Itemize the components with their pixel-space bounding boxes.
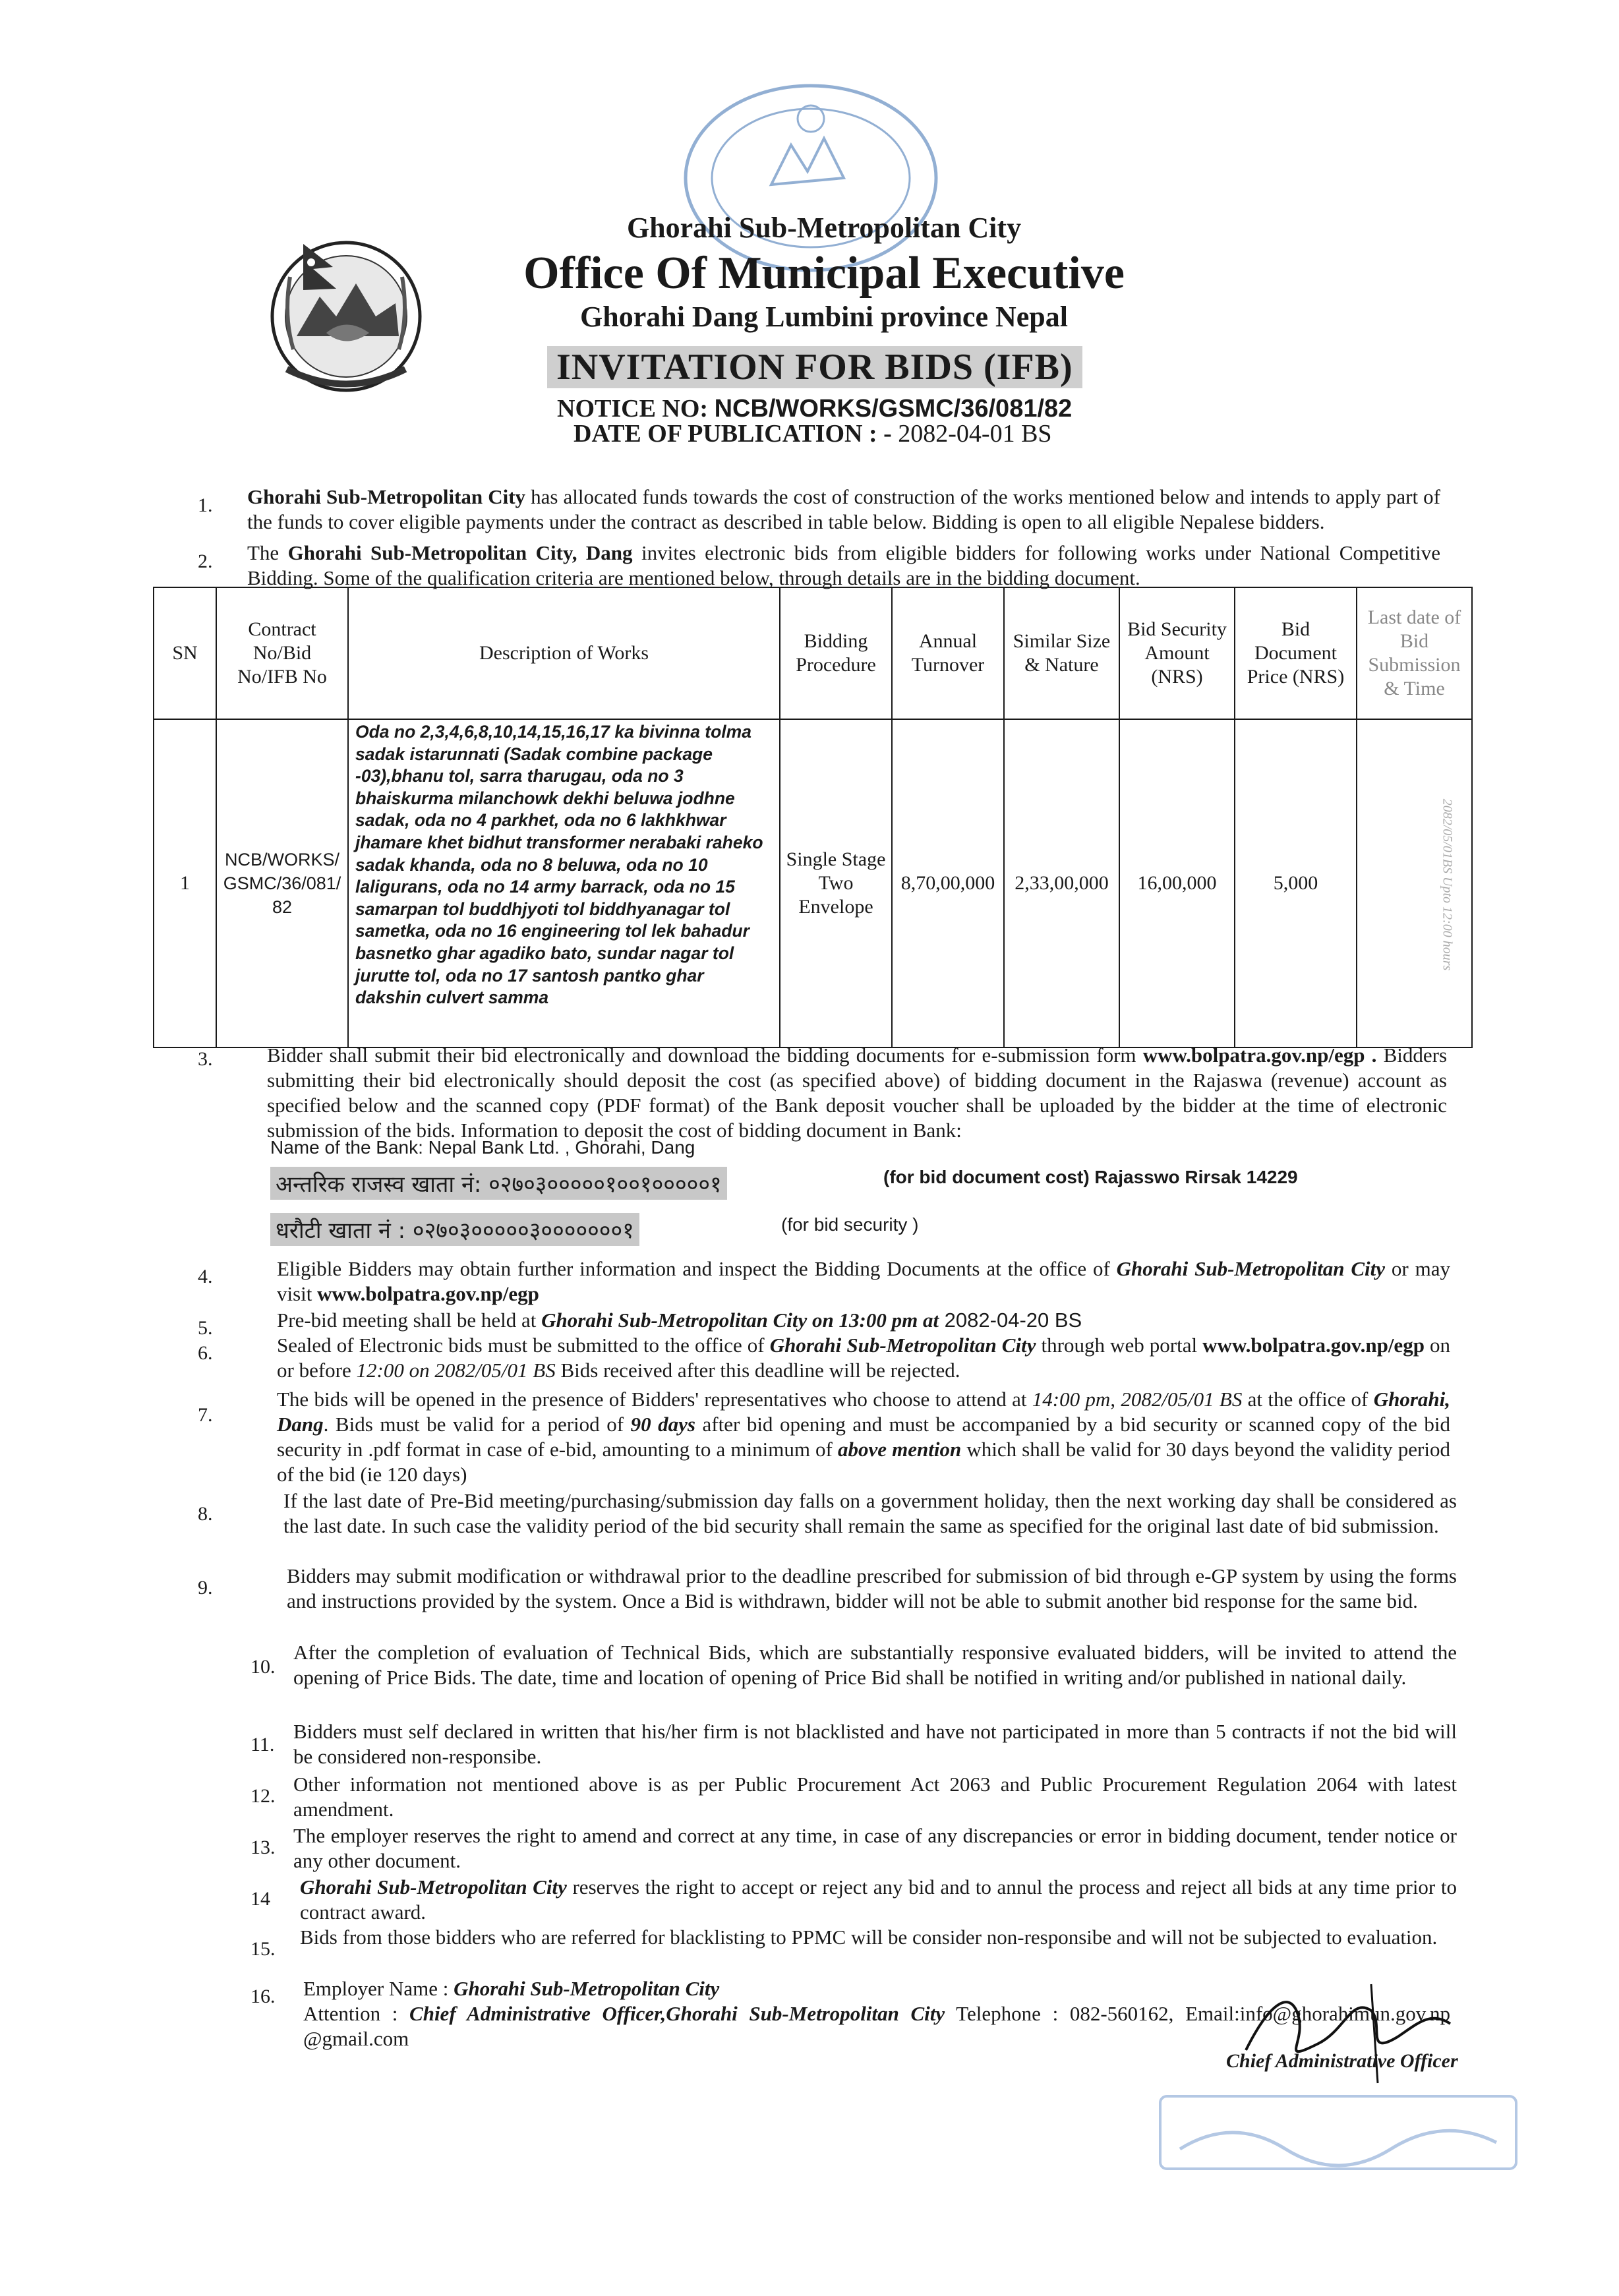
bold-link: www.bolpatra.gov.np/egp . bbox=[1142, 1044, 1377, 1067]
bold-italic: Ghorahi Sub-Metropolitan City bbox=[1116, 1257, 1386, 1280]
bold-link: www.bolpatra.gov.np/egp bbox=[1202, 1334, 1425, 1357]
paragraph-5 bbox=[277, 1308, 1450, 1333]
signatory-title: Chief Administrative Officer bbox=[1226, 2050, 1458, 2072]
bold-italic: above mention bbox=[837, 1438, 962, 1461]
paragraph-6 bbox=[277, 1333, 1450, 1383]
last-date-text: 2082/05/01BS Upto 12:00 hours bbox=[1440, 798, 1455, 970]
cell-security: 16,00,000 bbox=[1119, 719, 1235, 1047]
nepal-emblem-icon bbox=[264, 218, 428, 402]
paragraph-13 bbox=[293, 1823, 1457, 1873]
cell-description: Oda no 2,3,4,6,8,10,14,15,16,17 ka bivinna tolma sadak istarunnati (Sadak combine package -03),bhanu tol, sarra tharugau, oda no 3 bhaiskurma milanchowk dekhi beluwa jodhne sadak, oda no 4 parkhet, oda no 6 lakhkhwar jhamare khet bidhut transformer nerabaki raheko sadak khanda, oda no 8 beluwa, oda no 10 laligurans, oda no 14 army barrack, oda no 15 samarpan tol buddhjyoti tol biddhyanagar tol sametka, oda no 16 engineering tol lek bahadur basnetko ghar agadiko bato, sundar nagar tol jurutte tol, oda no 17 santosh pantko ghar dakshin culvert samma bbox=[348, 719, 780, 1047]
paragraph-11 bbox=[293, 1719, 1457, 1769]
text: Eligible Bidders may obtain further information and inspect the Bidding Documents at the office of bbox=[277, 1257, 1117, 1280]
item-number: 4. bbox=[198, 1266, 213, 1287]
text: Bidders submitting their bid electronically should deposit the cost (as specified above) of bidding document in the Rajaswa (revenue) account as specified below and the scanned copy (PDF format) of the Bank deposit voucher shall be uploaded by the bidder at the time of electronic submission of the bids. Information to deposit the cost of bidding document in Bank: bbox=[267, 1044, 1448, 1142]
text: The bids will be opened in the presence of Bidders' representatives who choose to attend at bbox=[277, 1388, 1032, 1411]
text: . Bids must be valid for a period of bbox=[323, 1413, 631, 1436]
header-description: Description of Works bbox=[348, 587, 780, 719]
item-number: 2. bbox=[198, 550, 213, 572]
office-name: Office Of Municipal Executive bbox=[523, 248, 1125, 299]
notice-value: NCB/WORKS/GSMC/36/081/82 bbox=[714, 395, 1073, 423]
paragraph-7 bbox=[277, 1387, 1450, 1487]
bold-italic: Ghorahi, Dang bbox=[277, 1388, 1450, 1436]
paragraph-3 bbox=[267, 1043, 1447, 1143]
cell-sn: 1 bbox=[154, 719, 216, 1047]
text: Bidders may submit modification or withdrawal prior to the deadline prescribed for submission of bid through e-GP system by using the forms and instructions provided by the system. Once a Bid is withdrawn, bidder will not be able to submit another bid response for the same bid. bbox=[287, 1564, 1457, 1612]
item-number: 9. bbox=[198, 1577, 213, 1599]
works-table bbox=[153, 587, 1473, 1048]
paragraph-2 bbox=[247, 541, 1440, 591]
text: The employer reserves the right to amend and correct at any time, in case of any discrepancies or error in bidding document, tender notice or any other document. bbox=[293, 1824, 1457, 1872]
paragraph-15 bbox=[300, 1925, 1457, 1950]
item-number: 7. bbox=[198, 1404, 213, 1426]
bold-italic: Ghorahi Sub-Metropolitan City bbox=[300, 1875, 567, 1899]
paragraph-9 bbox=[287, 1564, 1457, 1614]
item-number: 8. bbox=[198, 1503, 213, 1525]
text: Bidder shall submit their bid electronically and download the bidding documents for e-submission form bbox=[267, 1044, 1143, 1067]
item-number: 14 bbox=[250, 1888, 270, 1910]
text: Bidders must self declared in written that his/her firm is not blacklisted and have not participated in more than 5 contracts if not the bid will be considered non-responsibe. bbox=[293, 1720, 1457, 1768]
paragraph-1 bbox=[247, 485, 1440, 535]
date-value: 2082-04-01 BS bbox=[898, 420, 1052, 448]
revenue-account: अन्तरिक राजस्व खाता नं: ०२७०३०००००१००१०००००१ bbox=[270, 1167, 727, 1200]
paragraph-10 bbox=[293, 1640, 1457, 1690]
text: invites electronic bids from eligible bidders for following works under National Competitive Bidding. Some of the qualification criteria are mentioned below, through details are in the bidding document. bbox=[247, 541, 1440, 589]
cell-contract: NCB/WORKS/GSMC/36/081/82 bbox=[216, 719, 348, 1047]
text: After the completion of evaluation of Technical Bids, which are substantially responsive evaluated bidders, will be invited to attend the opening of Price Bids. The date, time and location of opening of Price Bid shall be notified in writing and/or published in national daily. bbox=[293, 1641, 1457, 1689]
text: Pre-bid meeting shall be held at bbox=[277, 1309, 542, 1332]
header-contract: Contract No/Bid No/IFB No bbox=[216, 587, 348, 719]
cell-doc-price: 5,000 bbox=[1235, 719, 1357, 1047]
paragraph-4 bbox=[277, 1256, 1450, 1307]
text: reserves the right to accept or reject any bid and to annul the process and reject all bids at any time prior to contract award. bbox=[300, 1875, 1457, 1924]
text: or may visit bbox=[277, 1257, 1450, 1305]
text: Attention : bbox=[303, 2002, 410, 2025]
city-name: Ghorahi Sub-Metropolitan City bbox=[626, 212, 1022, 244]
revenue-note: (for bid document cost) Rajasswo Rirsak 14229 bbox=[883, 1167, 1298, 1187]
header-similar: Similar Size & Nature bbox=[1004, 587, 1119, 719]
header-security: Bid Security Amount (NRS) bbox=[1119, 587, 1235, 719]
text: If the last date of Pre-Bid meeting/purchasing/submission day falls on a government holiday, then the next working day shall be considered as the last date. In such case the validity period of the bid security shall remain the same as specified for the original last date of bid submission. bbox=[283, 1489, 1457, 1537]
paragraph-12 bbox=[293, 1772, 1457, 1822]
text: 2082-04-20 BS bbox=[939, 1309, 1082, 1332]
cell-procedure: Single Stage Two Envelope bbox=[780, 719, 892, 1047]
publication-date bbox=[574, 419, 1052, 448]
bold-italic: Ghorahi Sub-Metropolitan City bbox=[454, 1977, 720, 2000]
office-address: Ghorahi Dang Lumbini province Nepal bbox=[580, 301, 1068, 333]
cell-similar: 2,33,00,000 bbox=[1004, 719, 1119, 1047]
security-account: धरौटी खाता नं : ०२७०३०००००३०००००००१ bbox=[270, 1213, 639, 1246]
text: Other information not mentioned above is as per Public Procurement Act 2063 and Public Procurement Regulation 2064 with latest amendment. bbox=[293, 1773, 1457, 1821]
paragraph-14 bbox=[300, 1875, 1457, 1925]
notice-label: NOTICE NO: bbox=[557, 395, 709, 423]
officer-stamp-icon bbox=[1154, 2076, 1523, 2182]
security-note: (for bid security ) bbox=[781, 1214, 919, 1235]
italic-text: 12:00 on 2082/05/01 BS bbox=[356, 1359, 556, 1382]
header-sn: SN bbox=[154, 587, 216, 719]
text: Bids received after this deadline will be rejected. bbox=[555, 1359, 960, 1382]
date-label: DATE OF PUBLICATION : - bbox=[574, 420, 892, 448]
item-number: 16. bbox=[250, 1986, 276, 2007]
item-number: 15. bbox=[250, 1938, 276, 1960]
bold-italic: 90 days bbox=[630, 1413, 695, 1436]
item-number: 3. bbox=[198, 1048, 213, 1070]
bold-italic: Chief Administrative Officer,Ghorahi Sub-Metropolitan City bbox=[409, 2002, 945, 2025]
italic-text: 14:00 pm, 2082/05/01 BS bbox=[1032, 1388, 1243, 1411]
cell-last-date bbox=[1357, 719, 1472, 1047]
table-row bbox=[154, 719, 1472, 1047]
text: Sealed of Electronic bids must be submitted to the office of bbox=[277, 1334, 770, 1357]
table-header-row bbox=[154, 587, 1472, 719]
bold-italic: Ghorahi Sub-Metropolitan City on 13:00 pm at bbox=[541, 1309, 939, 1332]
header-procedure: Bidding Procedure bbox=[780, 587, 892, 719]
cell-turnover: 8,70,00,000 bbox=[892, 719, 1004, 1047]
text: after bid opening and must be accompanied by a bid security or scanned copy of the bid security in .pdf format in case of e-bid, amounting to a minimum of bbox=[277, 1413, 1450, 1461]
item-number: 1. bbox=[198, 494, 213, 516]
item-number: 13. bbox=[250, 1837, 276, 1858]
text: at the office of bbox=[1242, 1388, 1374, 1411]
page-title: INVITATION FOR BIDS (IFB) bbox=[547, 346, 1082, 388]
text: The bbox=[247, 541, 288, 564]
item-number: 11. bbox=[250, 1734, 275, 1755]
text: has allocated funds towards the cost of construction of the works mentioned below and intends to apply part of the funds to cover eligible payments under the contract as described in table below. Bidding is open to all eligible Nepalese bidders. bbox=[247, 485, 1440, 533]
text: Bids from those bidders who are referred for blacklisting to PPMC will be consider non-responsibe and will not be subjected to evaluation. bbox=[300, 1926, 1438, 1949]
text: on or before bbox=[277, 1334, 1451, 1382]
bold-link: www.bolpatra.gov.np/egp bbox=[317, 1282, 539, 1305]
text: Employer Name : bbox=[303, 1977, 454, 2000]
text: through web portal bbox=[1036, 1334, 1203, 1357]
text: which shall be valid for 30 days beyond the validity period of the bid (ie 120 days) bbox=[277, 1438, 1450, 1486]
item-number: 6. bbox=[198, 1342, 213, 1364]
bold-text: Ghorahi Sub-Metropolitan City bbox=[247, 485, 526, 508]
bold-italic: Ghorahi Sub-Metropolitan City bbox=[769, 1334, 1036, 1357]
header-doc-price: Bid Document Price (NRS) bbox=[1235, 587, 1357, 719]
paragraph-8 bbox=[283, 1488, 1457, 1539]
item-number: 12. bbox=[250, 1785, 276, 1807]
item-number: 5. bbox=[198, 1317, 213, 1339]
header-turnover: Annual Turnover bbox=[892, 587, 1004, 719]
text: Telephone : 082-560162, Email:info@ghorahimun.gov.np @gmail.com bbox=[303, 2002, 1450, 2050]
bold-text: Ghorahi Sub-Metropolitan City, Dang bbox=[287, 541, 633, 564]
item-number: 10. bbox=[250, 1656, 276, 1678]
bank-name: Name of the Bank: Nepal Bank Ltd. , Ghorahi, Dang bbox=[270, 1137, 695, 1158]
header-last-date: Last date of Bid Submission & Time bbox=[1357, 587, 1472, 719]
